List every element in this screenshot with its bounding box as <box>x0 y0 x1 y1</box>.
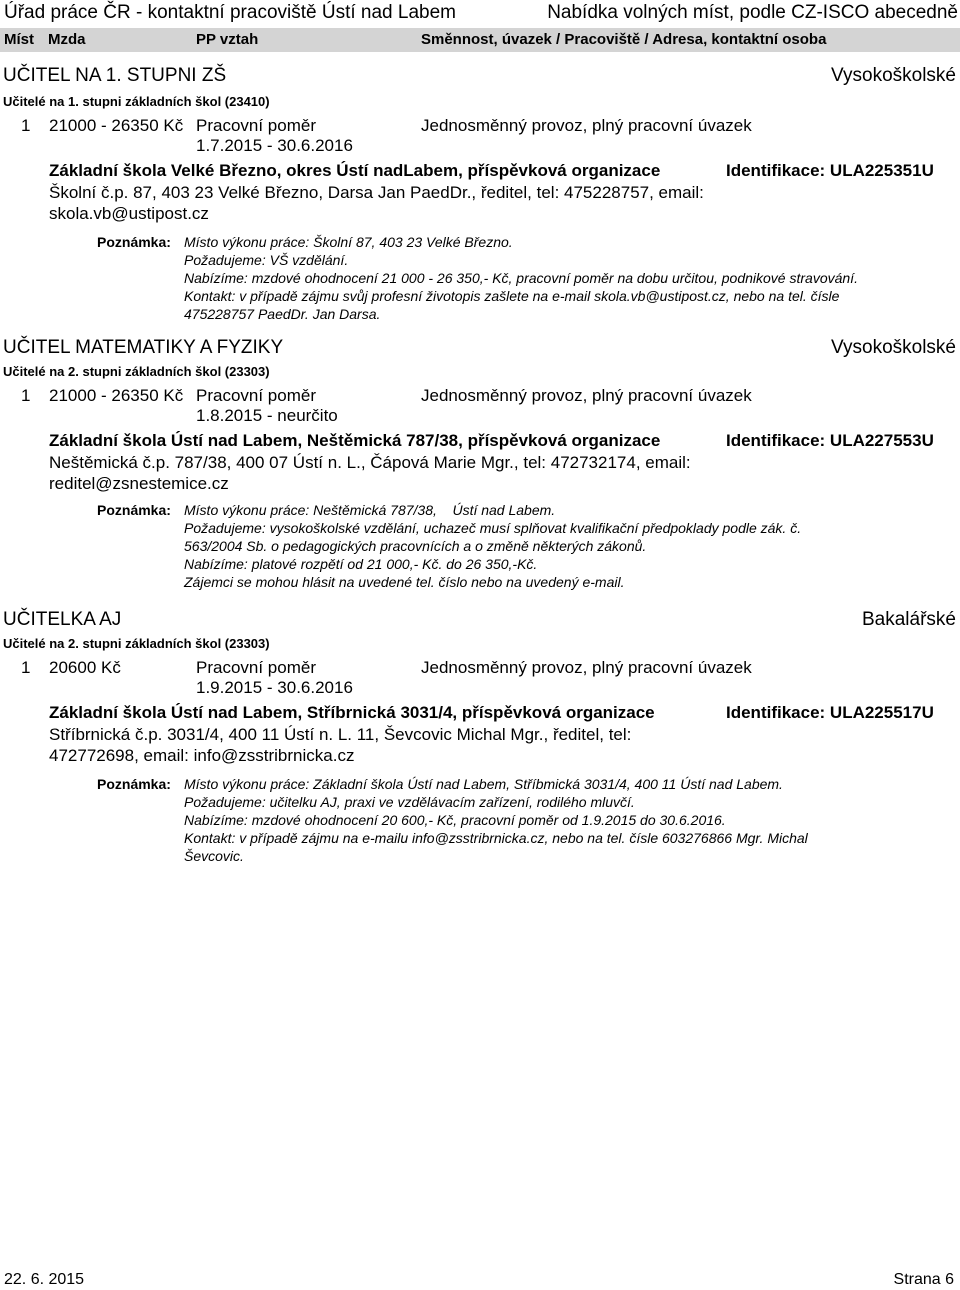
shift-type: Jednosměnný provoz, plný pracovní úvazek <box>421 658 752 677</box>
job-category: Učitelé na 2. stupni základních škol (23303) <box>3 636 270 651</box>
note-line: Požadujeme: VŠ vzdělání. <box>184 252 349 268</box>
job-identification: Identifikace: ULA227553U <box>726 431 934 450</box>
shift-type: Jednosměnný provoz, plný pracovní úvazek <box>421 386 752 405</box>
note-line: Místo výkonu práce: Školní 87, 403 23 Velké Březno. <box>184 234 513 250</box>
salary: 21000 - 26350 Kč <box>49 386 184 405</box>
job-category: Učitelé na 1. stupni základních škol (23410) <box>3 94 270 109</box>
note-label: Poznámka: <box>97 502 171 518</box>
vacancy-count: 1 <box>21 386 31 405</box>
salary: 20600 Kč <box>49 658 121 677</box>
employer-address: Neštěmická č.p. 787/38, 400 07 Ústí n. L., Čápová Marie Mgr., tel: 472732174, email: reditel@zsnestemice.cz <box>49 453 691 493</box>
shift-type: Jednosměnný provoz, plný pracovní úvazek <box>421 116 752 135</box>
education-level: Bakalářské <box>862 609 956 630</box>
note-line: Požadujeme: vysokoškolské vzdělání, uchazeč musí splňovat kvalifikační předpoklady podle zák. č. <box>184 520 802 536</box>
employment-relation: Pracovní poměr <box>196 386 316 405</box>
note-line: Nabízíme: platové rozpětí od 21 000,- Kč. do 26 350,-Kč. <box>184 556 538 572</box>
note-body <box>184 233 954 323</box>
employer-address: Stříbrnická č.p. 3031/4, 400 11 Ústí n. L. 11, Ševcovic Michal Mgr., ředitel, tel: 472772698, email: info@zsstribrnicka.cz <box>49 725 632 765</box>
report-title: Nabídka volných míst, podle CZ-ISCO abecedně <box>547 2 958 23</box>
job-title: UČITEL MATEMATIKY A FYZIKY <box>3 337 284 358</box>
employment-relation: Pracovní poměr <box>196 116 316 135</box>
page-number: Strana 6 <box>893 1271 954 1288</box>
vacancy-count: 1 <box>21 116 31 135</box>
employment-period: 1.7.2015 - 30.6.2016 <box>196 136 353 155</box>
note-line: 563/2004 Sb. o pedagogických pracovnících a o změně některých zákonů. <box>184 538 647 554</box>
education-level: Vysokoškolské <box>831 337 956 358</box>
note-line: Kontakt: v případě zájmu na e-mailu info@zsstribrnicka.cz, nebo na tel. čísle 603276866 Mgr. Michal <box>184 830 808 846</box>
employer-name: Základní škola Velké Březno, okres Ústí nadLabem, příspěvková organizace <box>49 161 661 180</box>
column-header-pp-vztah: PP vztah <box>196 31 259 48</box>
salary: 21000 - 26350 Kč <box>49 116 184 135</box>
note-line: Nabízíme: mzdové ohodnocení 20 600,- Kč, pracovní poměr od 1.9.2015 do 30.6.2016. <box>184 812 726 828</box>
job-identification: Identifikace: ULA225517U <box>726 703 934 722</box>
education-level: Vysokoškolské <box>831 65 956 86</box>
footer-date: 22. 6. 2015 <box>4 1271 85 1288</box>
job-title: UČITEL NA 1. STUPNI ZŠ <box>3 65 227 86</box>
page-header <box>0 0 960 56</box>
column-header-mzda: Mzda <box>48 31 86 48</box>
column-header-mist: Míst <box>4 31 34 48</box>
note-body <box>184 775 954 865</box>
note-line: Místo výkonu práce: Neštěmická 787/38, Ústí nad Labem. <box>184 502 556 518</box>
employer-address: Školní č.p. 87, 403 23 Velké Březno, Darsa Jan PaedDr., ředitel, tel: 475228757, email: skola.vb@ustipost.cz <box>49 183 704 223</box>
note-line: Zájemci se mohou hlásit na uvedené tel. číslo nebo na uvedený e-mail. <box>184 574 625 590</box>
job-category: Učitelé na 2. stupni základních škol (23303) <box>3 364 270 379</box>
employment-period: 1.8.2015 - neurčito <box>196 406 338 425</box>
note-label: Poznámka: <box>97 776 171 792</box>
job-title: UČITELKA AJ <box>3 609 122 630</box>
employer-name: Základní škola Ústí nad Labem, Stříbrnická 3031/4, příspěvková organizace <box>49 703 655 722</box>
vacancy-count: 1 <box>21 658 31 677</box>
note-line: Nabízíme: mzdové ohodnocení 21 000 - 26 350,- Kč, pracovní poměr na dobu určitou, podnikové stravování. <box>184 270 858 286</box>
employment-relation: Pracovní poměr <box>196 658 316 677</box>
note-line: Ševcovic. <box>184 848 244 864</box>
note-label: Poznámka: <box>97 234 171 250</box>
job-identification: Identifikace: ULA225351U <box>726 161 934 180</box>
note-body <box>184 501 954 591</box>
note-line: Požadujeme: učitelku AJ, praxi ve vzdělávacím zařízení, rodilého mluvčí. <box>184 794 635 810</box>
note-line: Místo výkonu práce: Základní škola Ústí nad Labem, Stříbmická 3031/4, 400 11 Ústí nad Labem. <box>184 776 783 792</box>
column-header-smennost: Směnnost, úvazek / Pracoviště / Adresa, kontaktní osoba <box>421 31 827 48</box>
note-line: Kontakt: v případě zájmu svůj profesní životopis zašlete na e-mail skola.vb@ustipost.cz, nebo na tel. čísle <box>184 288 840 304</box>
employment-period: 1.9.2015 - 30.6.2016 <box>196 678 353 697</box>
office-title: Úřad práce ČR - kontaktní pracoviště Ústí nad Labem <box>4 2 456 23</box>
employer-name: Základní škola Ústí nad Labem, Neštěmická 787/38, příspěvková organizace <box>49 431 661 450</box>
note-line: 475228757 PaedDr. Jan Darsa. <box>184 306 381 322</box>
